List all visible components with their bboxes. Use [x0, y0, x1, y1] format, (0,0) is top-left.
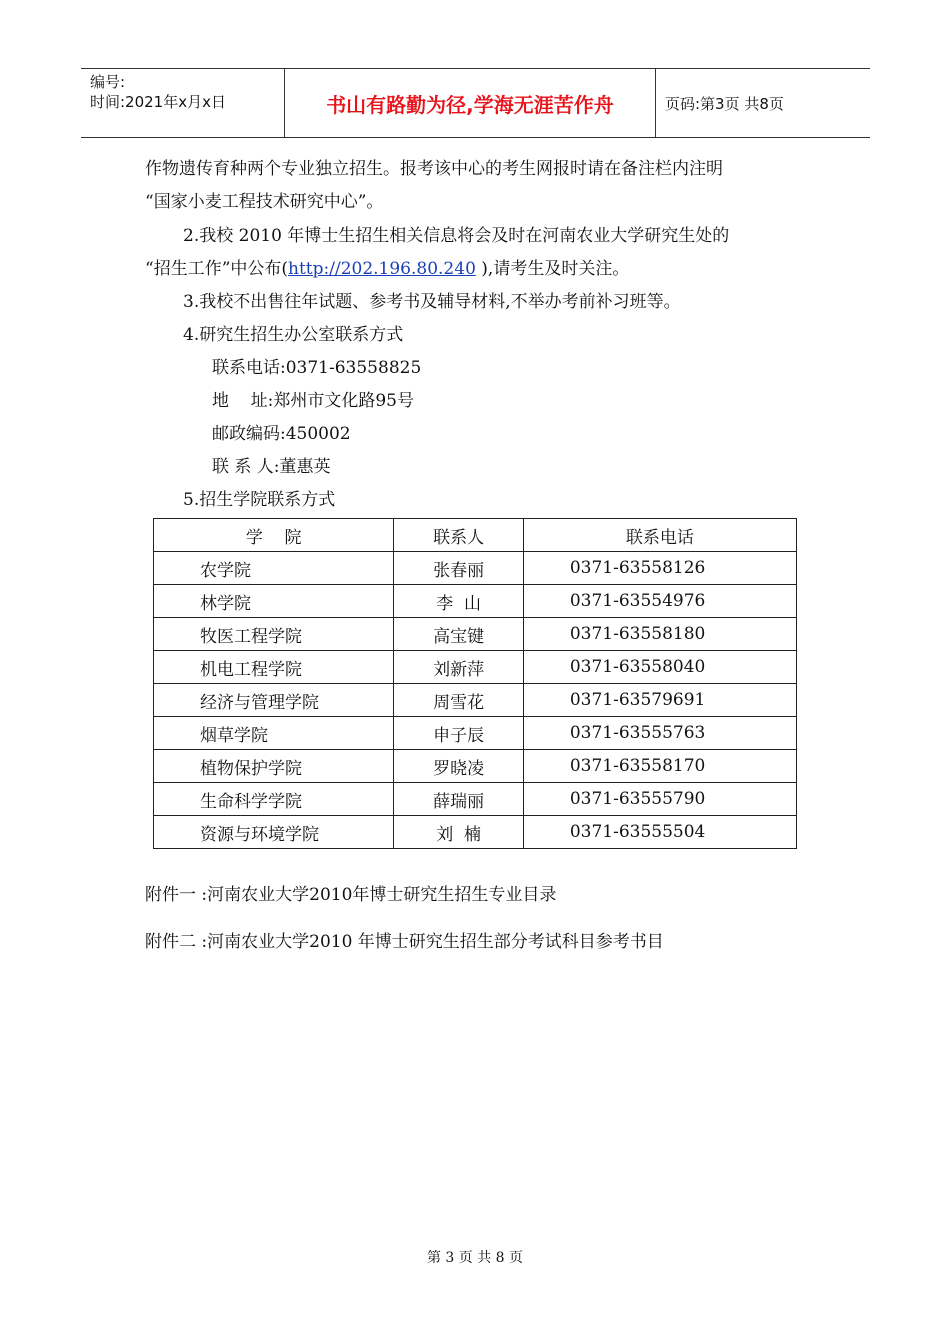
header-college: 学 院	[154, 519, 394, 552]
phone-cell: 0371-63558040	[523, 651, 796, 684]
header-phone: 联系电话	[523, 519, 796, 552]
time-label: 时间:2021年x月x日	[90, 93, 226, 111]
college-cell: 生命科学学院	[154, 783, 394, 816]
phone-cell: 0371-63554976	[523, 585, 796, 618]
contact-cell: 周雪花	[394, 684, 523, 717]
table-row	[154, 684, 797, 717]
body-line-6: 4.研究生招生办公室联系方式	[183, 325, 404, 345]
table-row	[154, 618, 797, 651]
header-motto: 书山有路勤为径,学海无涯苦作舟	[284, 69, 656, 137]
phone-cell: 0371-63555790	[523, 783, 796, 816]
phone-cell: 0371-63558170	[523, 750, 796, 783]
contact-cell: 张春丽	[394, 552, 523, 585]
header-page-info: 页码:第3页 共8页	[665, 94, 784, 113]
table-row	[154, 585, 797, 618]
phone-cell: 0371-63558180	[523, 618, 796, 651]
website-link[interactable]: http://202.196.80.240	[288, 259, 476, 279]
contact-cell: 刘新萍	[394, 651, 523, 684]
college-cell: 植物保护学院	[154, 750, 394, 783]
line4-suffix: ),请考生及时关注。	[475, 259, 630, 279]
contact-person: 联 系 人:董惠英	[212, 457, 331, 477]
college-cell: 农学院	[154, 552, 394, 585]
table-row	[154, 651, 797, 684]
number-label: 编号:	[90, 73, 126, 91]
contact-phone: 联系电话:0371-63558825	[212, 358, 422, 378]
attachment-2: 附件二 :河南农业大学2010 年博士研究生招生部分考试科目参考书目	[145, 932, 664, 952]
body-line-7: 5.招生学院联系方式	[183, 490, 336, 510]
table-row	[154, 783, 797, 816]
contact-address: 地 址:郑州市文化路95号	[212, 391, 414, 411]
contact-cell: 刘 楠	[394, 816, 523, 849]
contact-cell: 薛瑞丽	[394, 783, 523, 816]
body-line-2: “国家小麦工程技术研究中心”。	[145, 192, 384, 212]
college-cell: 机电工程学院	[154, 651, 394, 684]
attachment-1: 附件一 :河南农业大学2010年博士研究生招生专业目录	[145, 885, 557, 905]
college-cell: 林学院	[154, 585, 394, 618]
table-row	[154, 750, 797, 783]
body-line-5: 3.我校不出售往年试题、参考书及辅导材料,不举办考前补习班等。	[183, 292, 681, 312]
college-cell: 烟草学院	[154, 717, 394, 750]
college-contacts-table	[153, 518, 797, 849]
phone-cell: 0371-63555504	[523, 816, 796, 849]
contact-cell: 李 山	[394, 585, 523, 618]
table-row	[154, 717, 797, 750]
header-contact: 联系人	[394, 519, 523, 552]
header-meta	[81, 69, 284, 137]
phone-cell: 0371-63579691	[523, 684, 796, 717]
body-line-1: 作物遗传育种两个专业独立招生。报考该中心的考生网报时请在备注栏内注明	[145, 159, 723, 179]
contact-cell: 申子辰	[394, 717, 523, 750]
college-cell: 牧医工程学院	[154, 618, 394, 651]
body-line-4	[145, 258, 629, 280]
table-header-row	[154, 519, 797, 552]
page-footer: 第 3 页 共 8 页	[426, 1250, 524, 1266]
phone-cell: 0371-63555763	[523, 717, 796, 750]
line4-prefix: “招生工作”中公布(	[145, 259, 289, 279]
contact-postcode: 邮政编码:450002	[212, 424, 351, 444]
college-cell: 经济与管理学院	[154, 684, 394, 717]
page-header	[81, 68, 870, 138]
table-row	[154, 816, 797, 849]
table-row	[154, 552, 797, 585]
body-line-3: 2.我校 2010 年博士生招生相关信息将会及时在河南农业大学研究生处的	[183, 226, 730, 246]
phone-cell: 0371-63558126	[523, 552, 796, 585]
contact-cell: 高宝键	[394, 618, 523, 651]
college-cell: 资源与环境学院	[154, 816, 394, 849]
contact-cell: 罗晓凌	[394, 750, 523, 783]
